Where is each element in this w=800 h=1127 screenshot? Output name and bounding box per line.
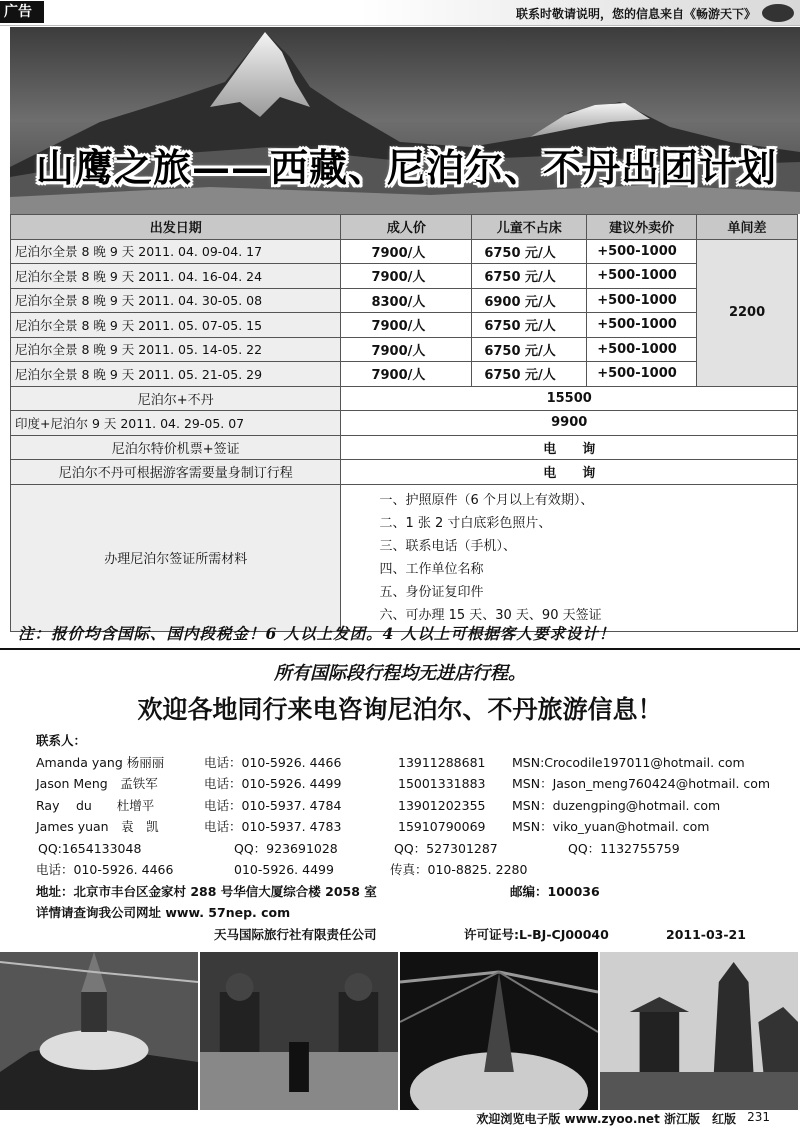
extra-route-value: 电 询: [341, 435, 798, 460]
hero-banner: [10, 27, 800, 214]
col-header-single: 单间差: [697, 215, 798, 240]
qq-number: QQ：923691028: [234, 840, 338, 856]
photo-stupa: [0, 952, 200, 1110]
slogan-no-shopping: 所有国际段行程均无进店行程。: [274, 663, 526, 684]
price-note: 注：报价均含国际、国内段税金！6 人以上发团。4 人以上可根据客人要求设计！: [18, 624, 616, 643]
fax: 传真：010-8825. 2280: [390, 862, 528, 877]
list-item: 五、身份证复印件: [379, 584, 484, 600]
adult-price: 7900/人: [341, 239, 472, 264]
postcode: 邮编：100036: [510, 883, 600, 899]
extra-route-label: 尼泊尔不丹可根据游客需要量身制订行程: [11, 460, 341, 485]
contact-msn: MSN:Crocodile197011@hotmail. com: [512, 754, 745, 770]
route-cell: 尼泊尔全景 8 晚 9 天 2011. 04. 09-04. 17: [11, 239, 341, 264]
table-header-row: [11, 215, 798, 240]
company-name: 天马国际旅行社有限责任公司: [214, 926, 377, 942]
single-supplement: 2200: [697, 239, 798, 386]
contact-mobile: 15001331883: [398, 776, 486, 791]
markup-price: +500-1000: [587, 239, 697, 264]
table-row: [11, 435, 798, 460]
col-header-adult: 成人价: [341, 215, 472, 240]
contact-label: 联系人：: [36, 733, 87, 748]
table-row: [11, 386, 798, 411]
visa-materials-list: [341, 484, 798, 631]
extra-route-label: 尼泊尔+不丹: [11, 386, 341, 411]
contact-phone: 电话：010-5937. 4783: [204, 819, 342, 834]
table-row: [11, 460, 798, 485]
table-row: [11, 362, 798, 387]
extra-route-value: 9900: [341, 411, 798, 436]
contact-row: [36, 773, 796, 795]
ad-tag: 广告: [0, 1, 44, 23]
contact-phone: 电话：010-5926. 4466: [204, 754, 342, 770]
child-price: 6750 元/人: [472, 362, 587, 387]
tel-row: [36, 859, 796, 881]
photo-prayer-flags: [400, 952, 600, 1110]
contact-msn: MSN：viko_yuan@hotmail. com: [512, 819, 710, 834]
child-price: 6750 元/人: [472, 313, 587, 338]
photo-statues: [200, 952, 400, 1110]
child-price: 6750 元/人: [472, 264, 587, 289]
contact-msn: MSN：duzengping@hotmail. com: [512, 797, 721, 813]
qq-number: QQ：1132755759: [568, 840, 680, 856]
tel-2: 010-5926. 4499: [234, 862, 334, 877]
qq-number: QQ：527301287: [394, 840, 498, 856]
markup-price: +500-1000: [587, 313, 697, 338]
qq-row: [36, 838, 796, 860]
visa-row: [11, 484, 798, 631]
table-row: [11, 264, 798, 289]
extra-route-label: 尼泊尔特价机票+签证: [11, 435, 341, 460]
col-header-markup: 建议外卖价: [587, 215, 697, 240]
adult-price: 7900/人: [341, 313, 472, 338]
visa-label: 办理尼泊尔签证所需材料: [11, 484, 341, 631]
route-cell: 尼泊尔全景 8 晚 9 天 2011. 05. 14-05. 22: [11, 337, 341, 362]
list-item: 三、联系电话（手机）、: [379, 538, 516, 554]
magazine-logo-icon: [762, 4, 794, 22]
route-cell: 尼泊尔全景 8 晚 9 天 2011. 04. 16-04. 24: [11, 264, 341, 289]
route-cell: 尼泊尔全景 8 晚 9 天 2011. 04. 30-05. 08: [11, 288, 341, 313]
list-item: 二、1 张 2 寸白底彩色照片、: [379, 515, 552, 531]
source-note: 联系时敬请说明，您的信息来自《畅游天下》: [515, 7, 756, 21]
contact-name: James yuan 袁 凯: [36, 819, 159, 834]
issue-date: 2011-03-21: [666, 926, 746, 942]
list-item: 六、可办理 15 天、30 天、90 天签证: [379, 607, 602, 623]
adult-price: 7900/人: [341, 264, 472, 289]
contact-phone: 电话：010-5937. 4784: [204, 797, 342, 813]
markup-price: +500-1000: [587, 264, 697, 289]
divider: [0, 648, 800, 650]
website: 详情请查询我公司网址 www. 57nep. com: [36, 905, 291, 920]
photo-temples: [600, 952, 800, 1110]
route-cell: 尼泊尔全景 8 晚 9 天 2011. 05. 21-05. 29: [11, 362, 341, 387]
route-cell: 尼泊尔全景 8 晚 9 天 2011. 05. 07-05. 15: [11, 313, 341, 338]
contact-msn: MSN：Jason_meng760424@hotmail. com: [512, 776, 771, 791]
adult-price: 7900/人: [341, 337, 472, 362]
table-row: [11, 239, 798, 264]
contact-name: Ray du 杜增平: [36, 797, 155, 813]
table-row: [11, 337, 798, 362]
footer-text: 欢迎浏览电子版 www.zyoo.net 浙江版 红版: [476, 1112, 736, 1126]
address-row: [36, 881, 796, 903]
markup-price: +500-1000: [587, 362, 697, 387]
markup-price: +500-1000: [587, 288, 697, 313]
contact-name: Amanda yang 杨丽丽: [36, 754, 165, 770]
page-footer: [0, 1110, 800, 1126]
list-item: 一、护照原件（6 个月以上有效期）、: [379, 492, 594, 508]
table-row: [11, 288, 798, 313]
top-bar: [0, 0, 800, 26]
contact-mobile: 13911288681: [398, 754, 486, 770]
page-title: 山鹰之旅——西藏、尼泊尔、不丹出团计划: [36, 145, 778, 190]
child-price: 6750 元/人: [472, 239, 587, 264]
list-item: 四、工作单位名称: [379, 561, 484, 577]
extra-route-value: 15500: [341, 386, 798, 411]
page-number: 231: [747, 1110, 770, 1124]
company-row: [36, 924, 796, 946]
contact-name: Jason Meng 孟铁军: [36, 776, 158, 791]
contact-block: [36, 730, 796, 945]
extra-route-label: 印度+尼泊尔 9 天 2011. 04. 29-05. 07: [11, 411, 341, 436]
qq-number: QQ:1654133048: [38, 840, 142, 856]
col-header-date: 出发日期: [11, 215, 341, 240]
contact-row: [36, 816, 796, 838]
table-row: [11, 411, 798, 436]
contact-row: [36, 752, 796, 774]
contact-mobile: 15910790069: [398, 819, 486, 834]
tel-1: 电话：010-5926. 4466: [36, 862, 174, 877]
col-header-child: 儿童不占床: [472, 215, 587, 240]
markup-price: +500-1000: [587, 337, 697, 362]
photo-strip: [0, 952, 800, 1110]
adult-price: 7900/人: [341, 362, 472, 387]
license-number: 许可证号:L-BJ-CJ00040: [464, 926, 609, 942]
contact-mobile: 13901202355: [398, 797, 486, 813]
contact-row: [36, 795, 796, 817]
table-row: [11, 313, 798, 338]
extra-route-value: 电 询: [341, 460, 798, 485]
child-price: 6900 元/人: [472, 288, 587, 313]
price-table: [10, 214, 798, 632]
slogan-welcome: 欢迎各地同行来电咨询尼泊尔、不丹旅游信息！: [137, 695, 663, 724]
adult-price: 8300/人: [341, 288, 472, 313]
contact-phone: 电话：010-5926. 4499: [204, 776, 342, 791]
child-price: 6750 元/人: [472, 337, 587, 362]
address: 地址：北京市丰台区金家村 288 号华信大厦综合楼 2058 室: [36, 883, 377, 899]
